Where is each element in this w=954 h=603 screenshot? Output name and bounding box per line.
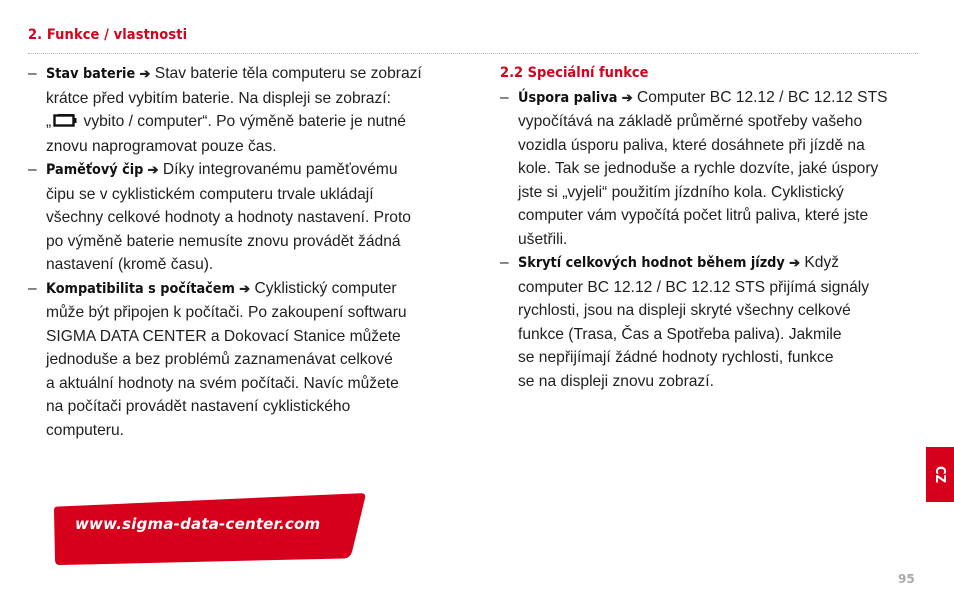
text-line: rychlosti, jsou na displeji skryté všechny celkové xyxy=(518,302,851,319)
arrow-icon: ➔ xyxy=(147,162,159,177)
battery-low-icon xyxy=(53,111,77,135)
term-label: Úspora paliva xyxy=(518,89,618,106)
bullet-dash: – xyxy=(28,279,37,297)
text-line: na počítači provádět nastavení cyklistického xyxy=(46,398,351,415)
text-line: SIGMA DATA CENTER a Dokovací Stanice můžete xyxy=(46,327,401,345)
bullet-dash: – xyxy=(28,161,37,178)
text-line: vypočítává na základě průměrné spotřeby vašeho xyxy=(518,113,863,130)
text-span: Stav baterie těla computeru se zobrazí xyxy=(154,65,422,82)
text-line xyxy=(46,62,468,87)
text-line: a aktuální hodnoty na svém počítači. Navíc můžete xyxy=(46,374,399,392)
text-line: všechny celkové hodnoty a hodnoty nastavení. Proto xyxy=(46,209,411,226)
text-span: Cyklistický computer xyxy=(254,279,397,297)
text-line: funkce (Trasa, Čas a Spotřeba paliva). Jakmile xyxy=(518,325,842,343)
term-label: Stav baterie xyxy=(46,66,136,82)
text-line xyxy=(46,277,468,302)
text-line: znovu naprogramovat pouze čas. xyxy=(46,137,277,155)
language-tab xyxy=(926,447,954,502)
text-span: Computer BC 12.12 / BC 12.12 STS xyxy=(637,88,888,106)
text-line: computer BC 12.12 / BC 12.12 STS přijímá signály xyxy=(518,278,870,296)
text-span: Když xyxy=(804,254,840,271)
text-line xyxy=(46,110,468,135)
arrow-icon: ➔ xyxy=(621,89,633,105)
text-line: vozidla úsporu paliva, které dosáhnete při jízdě na xyxy=(518,136,865,154)
text-line: nastavení (kromě času). xyxy=(46,256,214,273)
quote-open: „ xyxy=(46,113,52,130)
term-label: Skrytí celkových hodnot během jízdy xyxy=(518,255,785,271)
arrow-icon: ➔ xyxy=(239,280,251,296)
dotted-divider xyxy=(28,53,918,54)
subsection-heading: 2.2 Speciální funkce xyxy=(500,65,649,81)
text-line xyxy=(518,251,925,276)
text-line: kole. Tak se jednoduše a rychle dozvíte, jaké úspory xyxy=(518,160,879,177)
text-line: krátce před vybitím baterie. Na displeji se zobrazí: xyxy=(46,89,391,107)
left-column xyxy=(28,62,468,442)
bullet-dash: – xyxy=(28,65,37,82)
arrow-icon: ➔ xyxy=(789,255,801,270)
arrow-icon: ➔ xyxy=(139,66,151,81)
feature-battery-status xyxy=(28,62,468,158)
feature-hide-totals xyxy=(500,251,925,393)
text-line: se na displeji znovu zobrazí. xyxy=(518,372,714,390)
text-span: Díky integrovanému paměťovému xyxy=(162,161,398,178)
term-label: Kompatibilita s počítačem xyxy=(46,280,235,297)
language-tab-label: CZ xyxy=(932,465,948,484)
text-span: vybito / computer“. Po výměně baterie je nutné xyxy=(79,113,406,130)
bullet-dash: – xyxy=(500,88,509,106)
text-line: jednoduše a bez problémů zaznamenávat celkové xyxy=(46,351,393,368)
page-number: 95 xyxy=(898,572,915,586)
text-line: po výměně baterie nemusíte znovu provádět žádná xyxy=(46,232,401,250)
feature-memory-chip xyxy=(28,158,468,277)
text-line xyxy=(518,86,925,111)
text-line: ušetřili. xyxy=(518,230,568,248)
text-line xyxy=(46,158,468,183)
text-line: se nepřijímají žádné hodnoty rychlosti, funkce xyxy=(518,349,834,366)
feature-pc-compatibility xyxy=(28,277,468,443)
bullet-dash: – xyxy=(500,254,509,271)
term-label: Paměťový čip xyxy=(46,162,144,178)
text-line: computeru. xyxy=(46,421,125,439)
text-line: čipu se v cyklistickém computeru trvale ukládají xyxy=(46,185,374,203)
feature-fuel-saving xyxy=(500,86,925,252)
website-link[interactable]: www.sigma-data-center.com xyxy=(75,515,321,533)
text-line: může být připojen k počítači. Po zakoupení softwaru xyxy=(46,304,407,321)
section-heading: 2. Funkce / vlastnosti xyxy=(28,27,188,43)
right-column xyxy=(500,62,925,393)
text-line: computer vám vypočítá počet litrů paliva, které jste xyxy=(518,207,869,224)
text-line: jste si „vyjeli“ použitím jízdního kola. Cyklistický xyxy=(518,183,844,201)
